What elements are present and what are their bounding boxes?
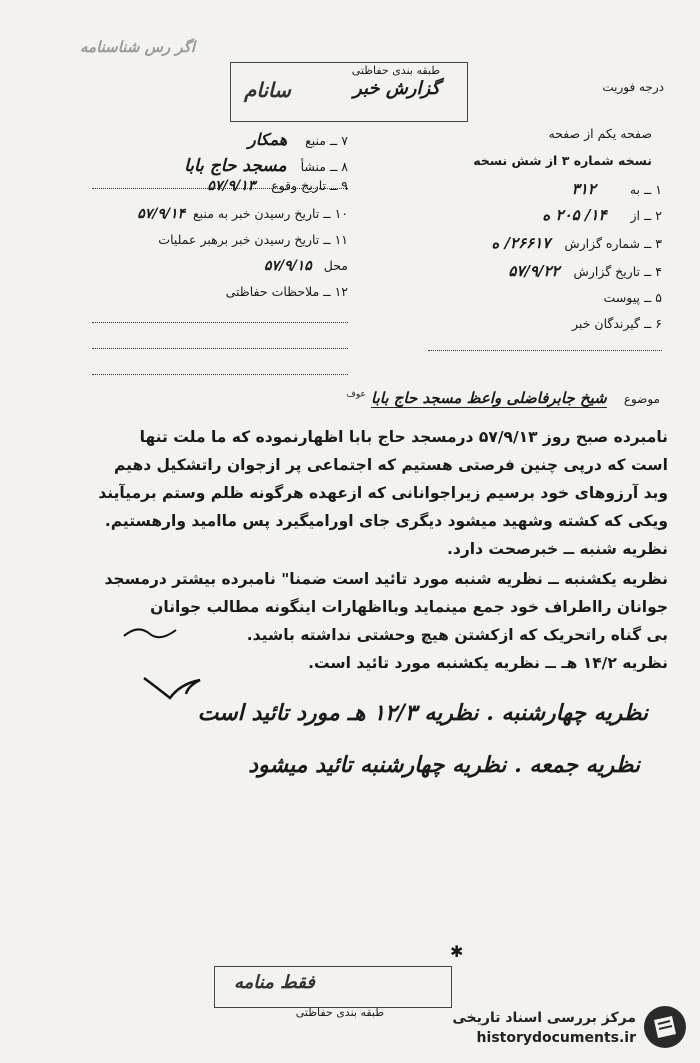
margin-check-mark <box>140 664 210 704</box>
field-news-to-leader-date: ۱۱ ــ تاریخ رسیدن خبر برهبر عملیات <box>158 232 348 247</box>
form-title: گزارش خبر <box>353 78 440 99</box>
body-line: ویکی که کشته وشهید میشود دیگری جای اورامیگیرد پس ماامید وارهستیم. <box>104 512 668 530</box>
field-place: محل ۵۷/۹/۱۵ <box>263 258 348 274</box>
subject-row <box>100 388 660 407</box>
watermark-org-name: مرکز بررسی اسناد تاریخی <box>452 1010 636 1026</box>
field-recipients: ۶ ــ گیرندگان خبر <box>572 316 662 331</box>
star-mark: ✱ <box>450 942 464 961</box>
field-source: ۷ ــ منبع همکار <box>248 130 348 149</box>
subject-text: شیخ جابرفاضلی واعظ مسجد حاج بابا <box>371 389 607 407</box>
body-line: است که درپی چنین فرصتی هستیم که اجتماعی پر ازجوان راتشکیل دهیم <box>113 456 668 474</box>
field-news-to-source-date: ۱۰ ــ تاریخ رسیدن خبر به منبع ۵۷/۹/۱۴ <box>137 206 348 222</box>
body-line: جوانان رااطراف خود جمع مینماید وبااظهارات اینگونه مطالب جوانان <box>150 598 668 616</box>
watermark <box>418 1000 700 1060</box>
field-from: ۲ ــ از ۱۴/ ۲۰۵ ه <box>542 206 662 224</box>
field-origin: ۸ ــ منشأ مسجد حاج بابا <box>184 156 348 176</box>
field-report-number: ۳ ــ شماره گزارش ۲۶۶۱۷/ ه <box>491 234 662 252</box>
field-attachment: ۵ ــ پیوست <box>603 290 662 305</box>
field-security-notes: ۱۲ ــ ملاحظات حفاظتی <box>225 284 348 299</box>
body-line: وبد آرزوهای خود برسیم زیراجوانانی که ازعهده هرگونه ظلم وستم برمیآیند <box>98 484 668 502</box>
body-line: نظریه ۱۴/۲ هـ ــ نظریه یکشنبه مورد تائید است. <box>308 654 668 672</box>
body-line: نظریه شنبه ــ خبرصحت دارد. <box>447 540 668 558</box>
priority-label: درجه فوریت <box>602 80 664 94</box>
handwritten-note-friday: نظریه جمعه . نظریه چهارشنبه تائید میشود <box>248 752 640 778</box>
footer-stamp-text: فقط منامه <box>234 972 315 993</box>
body-line: نامبرده صبح روز ۵۷/۹/۱۳ درمسجد حاج بابا اظهارنموده که ما ملت تنها <box>139 428 668 446</box>
handwritten-note-wednesday: نظریه چهارشنبه . نظریه ۱۲/۳ هـ مورد تائید است <box>197 700 648 726</box>
copy-line: نسخه شماره ۳ از شش نسخه <box>473 153 652 168</box>
top-left-faint-text: اگر رس شناسنامه <box>80 38 195 56</box>
field-report-date: ۴ ــ تاریخ گزارش ۵۷/۹/۲۲ <box>508 262 662 280</box>
subject-label: موضوع <box>623 392 660 406</box>
watermark-url: historydocuments.ir <box>476 1030 636 1046</box>
signature-scribble <box>120 622 180 648</box>
subject-superscript: عوف <box>346 389 366 400</box>
header-stamp <box>230 62 470 124</box>
field-to: ۱ ــ به ۳۱۲ <box>571 180 662 198</box>
header-stamp-left: سانام <box>244 78 291 102</box>
footer-stamp <box>214 966 444 1024</box>
field-occurrence-date: ۹ ــ تاریخ وقوع ۵۷/۹/۱۳ <box>207 178 348 194</box>
body-line: نظریه یکشنبه ــ نظریه شنبه مورد تائید است ضمنا" نامبرده بیشتر درمسجد <box>104 570 668 588</box>
body-line: بی گناه راتحریک که ازکشتن هیچ وحشتی نداشته باشید. <box>246 626 668 644</box>
header-classification-caption: طبقه بندی حفاظتی <box>351 64 440 77</box>
archive-logo-icon <box>642 1004 688 1050</box>
footer-classification-caption: طبقه بندی حفاظتی <box>295 1006 384 1019</box>
page-line: صفحه یکم از صفحه <box>548 126 652 141</box>
